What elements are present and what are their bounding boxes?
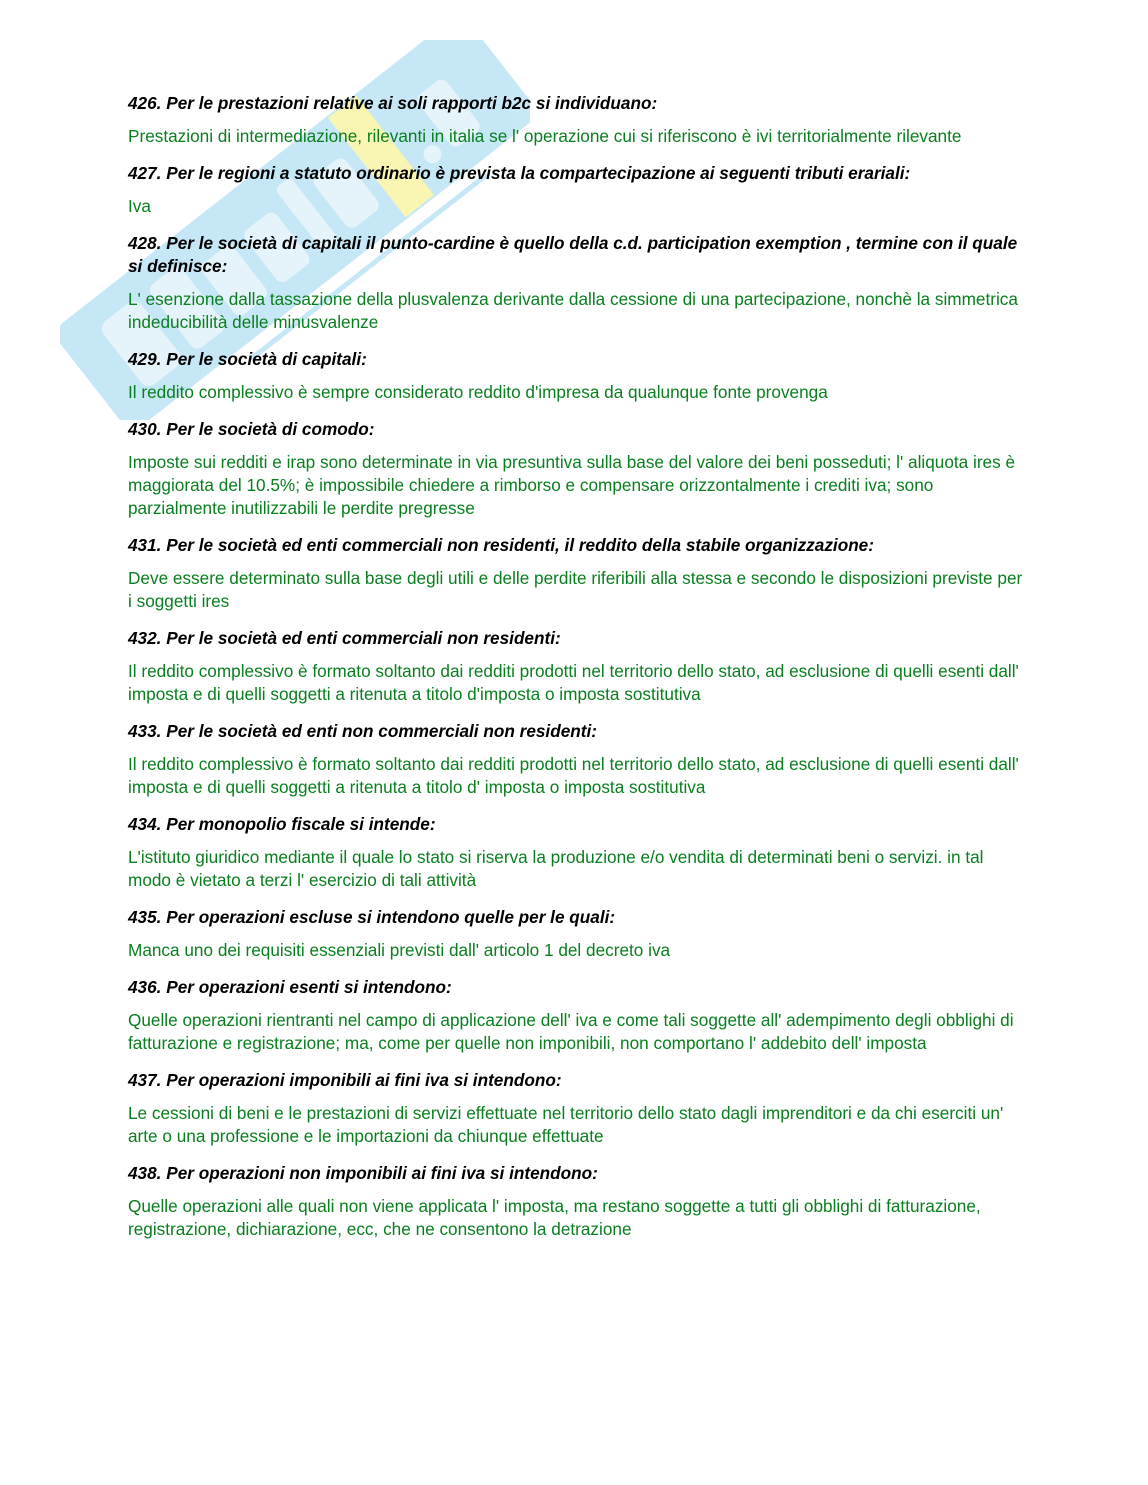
- answer-text: Le cessioni di beni e le prestazioni di servizi effettuate nel territorio dello stato dagli imprenditori e da chi eserciti un' arte o una professione e le importazioni da chiunque effettuate: [128, 1103, 1004, 1146]
- qa-item: [128, 162, 1028, 218]
- answer-text: Il reddito complessivo è formato soltanto dai redditi prodotti nel territorio dello stato, ad esclusione di quelli esenti dall' imposta e di quelli soggetti a ritenuta a titolo d' imposta o imposta sostitutiva: [128, 754, 1019, 797]
- answer-text: L' esenzione dalla tassazione della plusvalenza derivante dalla cessione di una partecipazione, nonchè la simmetrica indeducibilità delle minusvalenze: [128, 289, 1018, 332]
- qa-item: [128, 627, 1028, 706]
- qa-item: [128, 1162, 1028, 1241]
- question-text: 436. Per operazioni esenti si intendono:: [128, 977, 452, 997]
- question-text: 434. Per monopolio fiscale si intende:: [128, 814, 436, 834]
- qa-item: [128, 976, 1028, 1055]
- qa-item: [128, 1069, 1028, 1148]
- question-text: 431. Per le società ed enti commerciali non residenti, il reddito della stabile organizzazione:: [128, 535, 874, 555]
- question-text: 437. Per operazioni imponibili ai fini iva si intendono:: [128, 1070, 562, 1090]
- answer-text: Prestazioni di intermediazione, rilevanti in italia se l' operazione cui si riferiscono è ivi territorialmente rilevante: [128, 126, 962, 146]
- answer-text: Iva: [128, 196, 151, 216]
- question-text: 438. Per operazioni non imponibili ai fini iva si intendono:: [128, 1163, 598, 1183]
- question-text: 433. Per le società ed enti non commerciali non residenti:: [128, 721, 597, 741]
- answer-text: Deve essere determinato sulla base degli utili e delle perdite riferibili alla stessa e secondo le disposizioni previste per i soggetti ires: [128, 568, 1023, 611]
- qa-item: [128, 720, 1028, 799]
- qa-item: [128, 906, 1028, 962]
- qa-item: [128, 418, 1028, 520]
- answer-text: Imposte sui redditi e irap sono determinate in via presuntiva sulla base del valore dei beni posseduti; l' aliquota ires è maggiorata del 10.5%; è impossibile chiedere a rimborso e compensare orizzontalmente i crediti iva; sono parzialmente inutilizzabili le perdite pregresse: [128, 452, 1016, 518]
- question-text: 426. Per le prestazioni relative ai soli rapporti b2c si individuano:: [128, 93, 658, 113]
- qa-list: [128, 92, 1028, 1255]
- question-text: 432. Per le società ed enti commerciali non residenti:: [128, 628, 561, 648]
- answer-text: Manca uno dei requisiti essenziali previsti dall' articolo 1 del decreto iva: [128, 940, 671, 960]
- answer-text: Quelle operazioni alle quali non viene applicata l' imposta, ma restano soggette a tutti gli obblighi di fatturazione, registrazione, dichiarazione, ecc, che ne consentono la detrazione: [128, 1196, 981, 1239]
- qa-item: [128, 92, 1028, 148]
- qa-item: [128, 348, 1028, 404]
- question-text: 435. Per operazioni escluse si intendono quelle per le quali:: [128, 907, 616, 927]
- question-text: 427. Per le regioni a statuto ordinario è prevista la compartecipazione ai seguenti tributi erariali:: [128, 163, 911, 183]
- answer-text: Quelle operazioni rientranti nel campo di applicazione dell' iva e come tali soggette all' adempimento degli obblighi di fatturazione e registrazione; ma, come per quelle non imponibili, non comportano l' addebito dell' imposta: [128, 1010, 1014, 1053]
- qa-item: [128, 534, 1028, 613]
- qa-item: [128, 813, 1028, 892]
- question-text: 429. Per le società di capitali:: [128, 349, 367, 369]
- answer-text: Il reddito complessivo è sempre considerato reddito d'impresa da qualunque fonte provenga: [128, 382, 828, 402]
- question-text: 430. Per le società di comodo:: [128, 419, 375, 439]
- answer-text: L'istituto giuridico mediante il quale lo stato si riserva la produzione e/o vendita di determinati beni o servizi. in tal modo è vietato a terzi l' esercizio di tali attività: [128, 847, 984, 890]
- qa-item: [128, 232, 1028, 334]
- answer-text: Il reddito complessivo è formato soltanto dai redditi prodotti nel territorio dello stato, ad esclusione di quelli esenti dall' imposta e di quelli soggetti a ritenuta a titolo d'imposta o imposta sostitutiva: [128, 661, 1019, 704]
- question-text: 428. Per le società di capitali il punto-cardine è quello della c.d. participation exemption , termine con il quale si definisce:: [128, 233, 1018, 276]
